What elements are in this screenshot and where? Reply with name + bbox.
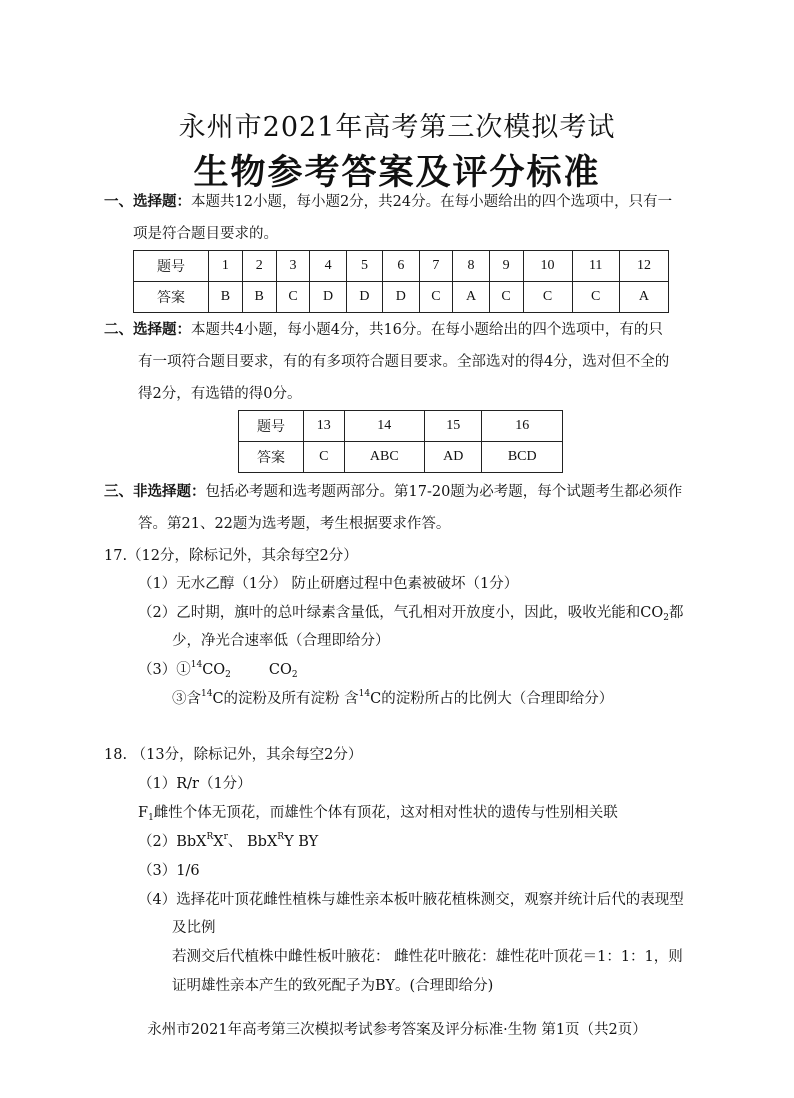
row-header: 题号 [239, 411, 304, 442]
subscript: 2 [291, 670, 298, 680]
q17-answer-3 [138, 660, 298, 680]
superscript: R [277, 832, 285, 842]
genotype: 、 BbX [227, 834, 278, 850]
question-number: 11 [572, 251, 619, 282]
answer-table-1 [133, 250, 669, 313]
genotype: X [213, 834, 224, 850]
section3-text: 包括必考题和选考题两部分。第17-20题为必考题，每个试题考生都必须作 [205, 484, 683, 500]
question-number: 6 [383, 251, 419, 282]
subscript: 2 [663, 613, 669, 623]
question-number: 9 [489, 251, 523, 282]
superscript: R [206, 832, 214, 842]
q17-answer-2-cont: 少，净光合速率低（合理即给分） [172, 633, 390, 649]
question-number: 12 [619, 251, 668, 282]
answer-cell: AD [425, 442, 482, 473]
q17-answer-2 [138, 603, 683, 623]
section2-label: 二、选择题： [104, 321, 191, 338]
question-number: 1 [209, 251, 243, 282]
chem-formula: CO [268, 662, 292, 678]
answer-cell: C [304, 442, 345, 473]
text: C的淀粉及所有淀粉 含 [212, 691, 359, 707]
answer-cell: C [572, 282, 619, 313]
q18-answer-4: （4）选择花叶顶花雌性植株与雄性亲本板叶腋花植株测交，观察并统计后代的表现型 [138, 892, 684, 908]
q18-answer-4-cont: 及比例 [172, 920, 216, 936]
answer-cell: B [242, 282, 276, 313]
subscript: 1 [148, 813, 154, 823]
q17-answer-3-prefix: （3）① [138, 662, 191, 678]
answer-cell: D [383, 282, 419, 313]
answer-cell: BCD [482, 442, 563, 473]
answer-cell: D [346, 282, 382, 313]
row-header: 题号 [134, 251, 209, 282]
q17-header: 17.（12分，除标记外，其余每空2分） [104, 548, 358, 564]
q17-answer-2-text: （2）乙时期，旗叶的总叶绿素含量低，气孔相对开放度小，因此，吸收光能和CO [138, 605, 664, 621]
q17-answer-2-tail: 都 [668, 605, 684, 621]
row-header: 答案 [239, 442, 304, 473]
text: F [138, 805, 149, 821]
q18-answer-1b [138, 803, 618, 823]
row-header: 答案 [134, 282, 209, 313]
section2-text: 本题共4小题，每小题4分，共16分。在每小题给出的四个选项中，有的只 [191, 322, 663, 338]
question-number: 5 [346, 251, 382, 282]
section1-text: 本题共12小题，每小题2分，共24分。在每小题给出的四个选项中，只有一 [191, 194, 673, 210]
exam-title: 永州市2021年高考第三次模拟考试 [178, 112, 616, 143]
q18-answer-1: （1）R/r（1分） [138, 776, 252, 792]
answer-cell: ABC [344, 442, 425, 473]
q17-answer-3-cont [172, 689, 613, 709]
section2-intro [104, 320, 663, 340]
subscript: 2 [225, 670, 231, 680]
answer-cell: C [419, 282, 453, 313]
section3-text-cont: 答。第21、22题为选考题，考生根据要求作答。 [138, 516, 451, 532]
superscript: 14 [201, 689, 213, 699]
question-number: 4 [310, 251, 346, 282]
q18-answer-4-cont: 若测交后代植株中雌性板叶腋花： 雌性花叶腋花：雄性花叶顶花＝1：1：1，则 [172, 949, 683, 965]
question-number: 7 [419, 251, 453, 282]
answer-cell: C [523, 282, 572, 313]
section3-intro [104, 482, 682, 502]
answer-cell: C [276, 282, 310, 313]
question-row [239, 411, 563, 442]
section2-text-cont: 得2分，有选错的得0分。 [138, 386, 302, 402]
q18-answer-2 [138, 832, 318, 852]
answer-row [134, 282, 669, 313]
question-number: 13 [304, 411, 345, 442]
answer-cell: B [209, 282, 243, 313]
genotype: Y BY [284, 834, 319, 850]
section1-text-cont: 项是符合题目要求的。 [133, 226, 278, 242]
section1-intro [104, 192, 672, 212]
text: C的淀粉所占的比例大（合理即给分） [370, 691, 614, 707]
question-number: 14 [344, 411, 425, 442]
question-row [134, 251, 669, 282]
section1-label: 一、选择题： [104, 193, 191, 210]
page-footer: 永州市2021年高考第三次模拟考试参考答案及评分标准·生物 第1页（共2页） [147, 1022, 647, 1038]
answer-cell: A [619, 282, 668, 313]
question-number: 16 [482, 411, 563, 442]
superscript: 14 [358, 689, 371, 699]
page-title: 生物参考答案及评分标准 [193, 153, 601, 193]
text: 雌性个体无顶花，而雄性个体有顶花，这对相对性状的遗传与性别相关联 [153, 805, 618, 821]
superscript: 14 [190, 660, 203, 670]
question-number: 8 [453, 251, 489, 282]
answer-cell: C [489, 282, 523, 313]
superscript: r [223, 832, 228, 842]
question-number: 15 [425, 411, 482, 442]
answer-cell: A [453, 282, 489, 313]
answer-cell: D [310, 282, 346, 313]
section3-label: 三、非选择题： [104, 483, 206, 500]
answer-row [239, 442, 563, 473]
section2-text-cont: 有一项符合题目要求，有的有多项符合题目要求。全部选对的得4分，选对但不全的 [138, 354, 670, 370]
q18-answer-4-cont: 证明雄性亲本产生的致死配子为BY。(合理即给分) [172, 978, 494, 994]
question-number: 10 [523, 251, 572, 282]
genotype: （2）BbX [138, 834, 207, 850]
answer-table-2 [238, 410, 563, 473]
q18-header: 18. （13分，除标记外，其余每空2分） [104, 747, 363, 763]
text: ③含 [172, 691, 201, 707]
question-number: 2 [242, 251, 276, 282]
chem-formula: CO [202, 662, 226, 678]
q17-answer-1: （1）无水乙醇（1分） 防止研磨过程中色素被破坏（1分） [138, 576, 519, 592]
q18-answer-3: （3）1/6 [138, 863, 200, 879]
question-number: 3 [276, 251, 310, 282]
